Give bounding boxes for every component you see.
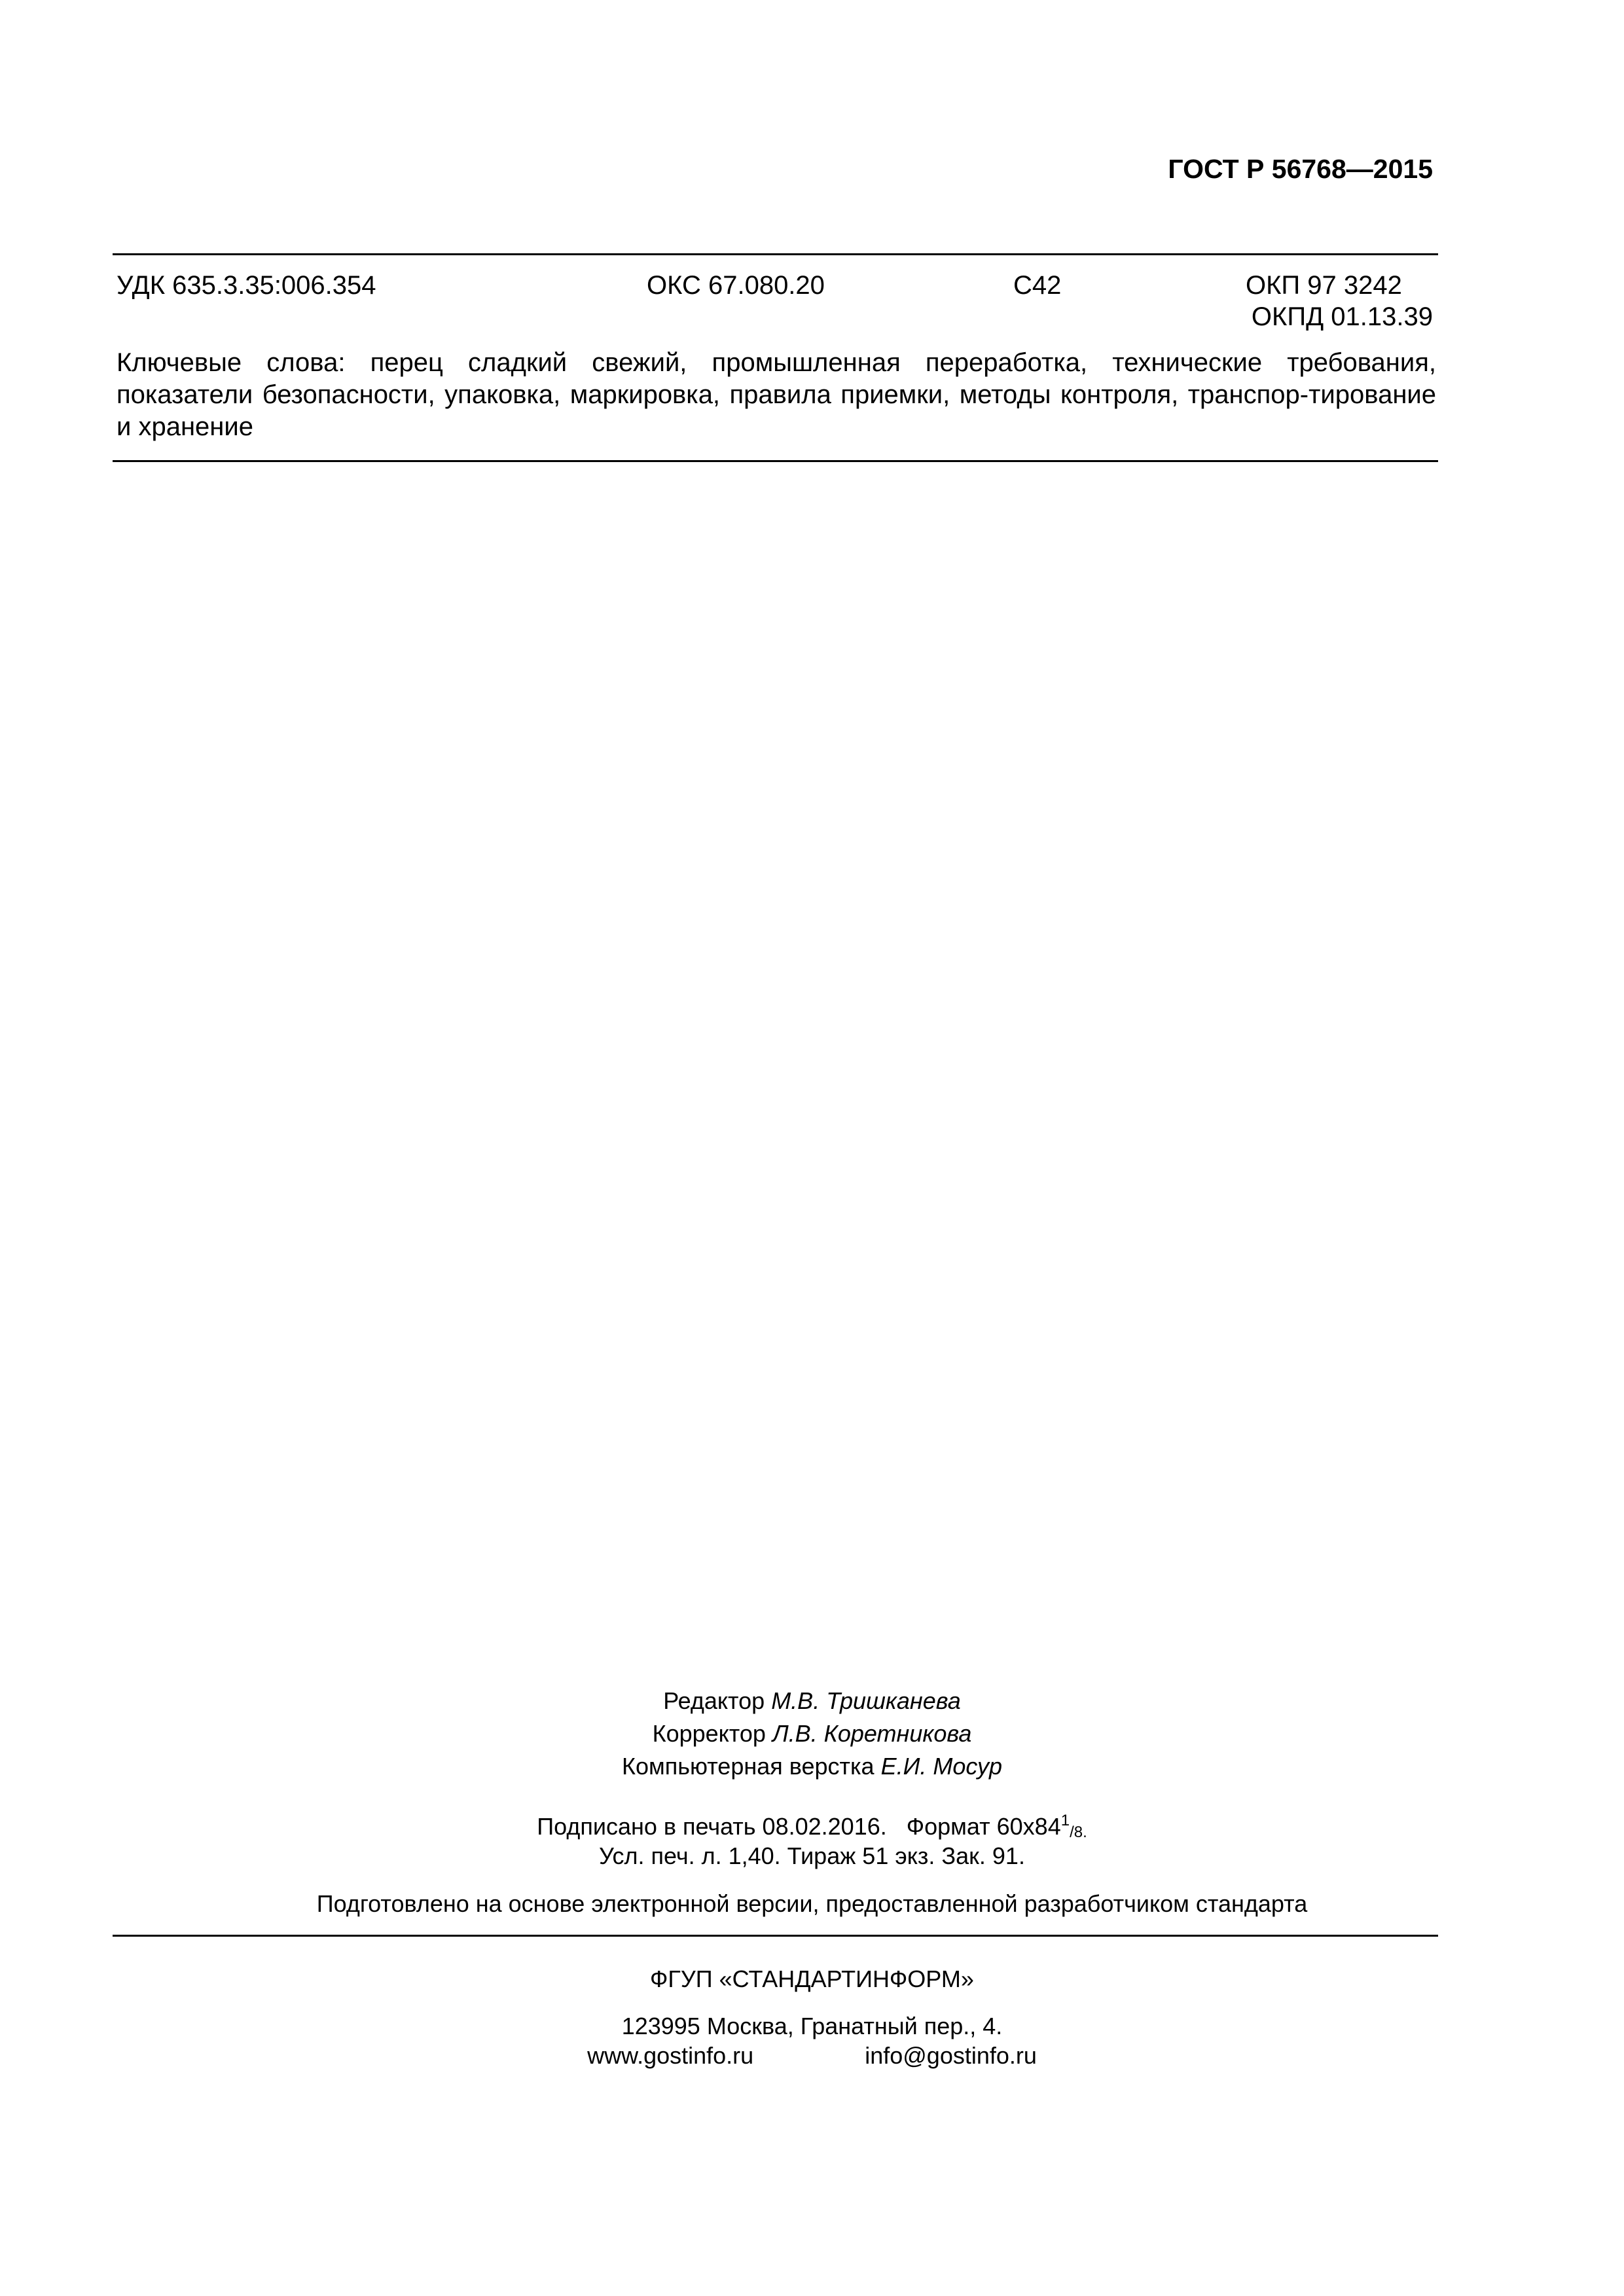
layout-name: Е.И. Мосур	[880, 1753, 1002, 1780]
corrector-name: Л.В. Коретникова	[772, 1720, 972, 1747]
prepared-note: Подготовлено на основе электронной версии, предоставленной разработчиком стандарта	[316, 1890, 1308, 1917]
category-code: С42	[1013, 271, 1062, 300]
document-code: ГОСТ Р 56768—2015	[1168, 154, 1433, 184]
publisher-email[interactable]: info@gostinfo.ru	[865, 2042, 1037, 2069]
udk-code: УДК 635.3.35:006.354	[117, 271, 376, 300]
layout-line	[0, 1753, 1624, 1780]
publisher-address: 123995 Москва, Гранатный пер., 4.	[621, 2013, 1003, 2039]
corrector-line	[0, 1720, 1624, 1748]
layout-label: Компьютерная верстка	[622, 1753, 875, 1780]
format-label: Формат 60х84	[906, 1813, 1061, 1840]
footer-divider	[113, 1935, 1438, 1937]
publisher-website[interactable]: www.gostinfo.ru	[587, 2042, 754, 2069]
top-divider	[113, 253, 1438, 255]
publisher-name: ФГУП «СТАНДАРТИНФОРМ»	[650, 1965, 974, 1992]
format-sup: 1	[1060, 1812, 1070, 1829]
corrector-label: Корректор	[652, 1720, 766, 1747]
okpd-code: ОКПД 01.13.39	[1251, 302, 1433, 331]
oks-code: ОКС 67.080.20	[647, 271, 825, 300]
keywords-paragraph: Ключевые слова: перец сладкий свежий, промышленная переработка, технические требования, показатели безопасности, упаковка, маркировка, правила приемки, методы контроля, транспор-тирование и хранение	[117, 348, 1436, 441]
editor-label: Редактор	[663, 1687, 765, 1714]
print-stats-line: Усл. печ. л. 1,40. Тираж 51 экз. Зак. 91.	[599, 1842, 1025, 1869]
editor-name: М.В. Тришканева	[771, 1687, 961, 1714]
editor-line	[0, 1687, 1624, 1715]
keywords-divider	[113, 460, 1438, 462]
okp-code: ОКП 97 3242	[1246, 271, 1402, 300]
print-info-line	[0, 1813, 1624, 1840]
format-sub: /8.	[1070, 1823, 1087, 1841]
signed-date: Подписано в печать 08.02.2016.	[537, 1813, 887, 1840]
publisher-contacts	[0, 2042, 1624, 2070]
